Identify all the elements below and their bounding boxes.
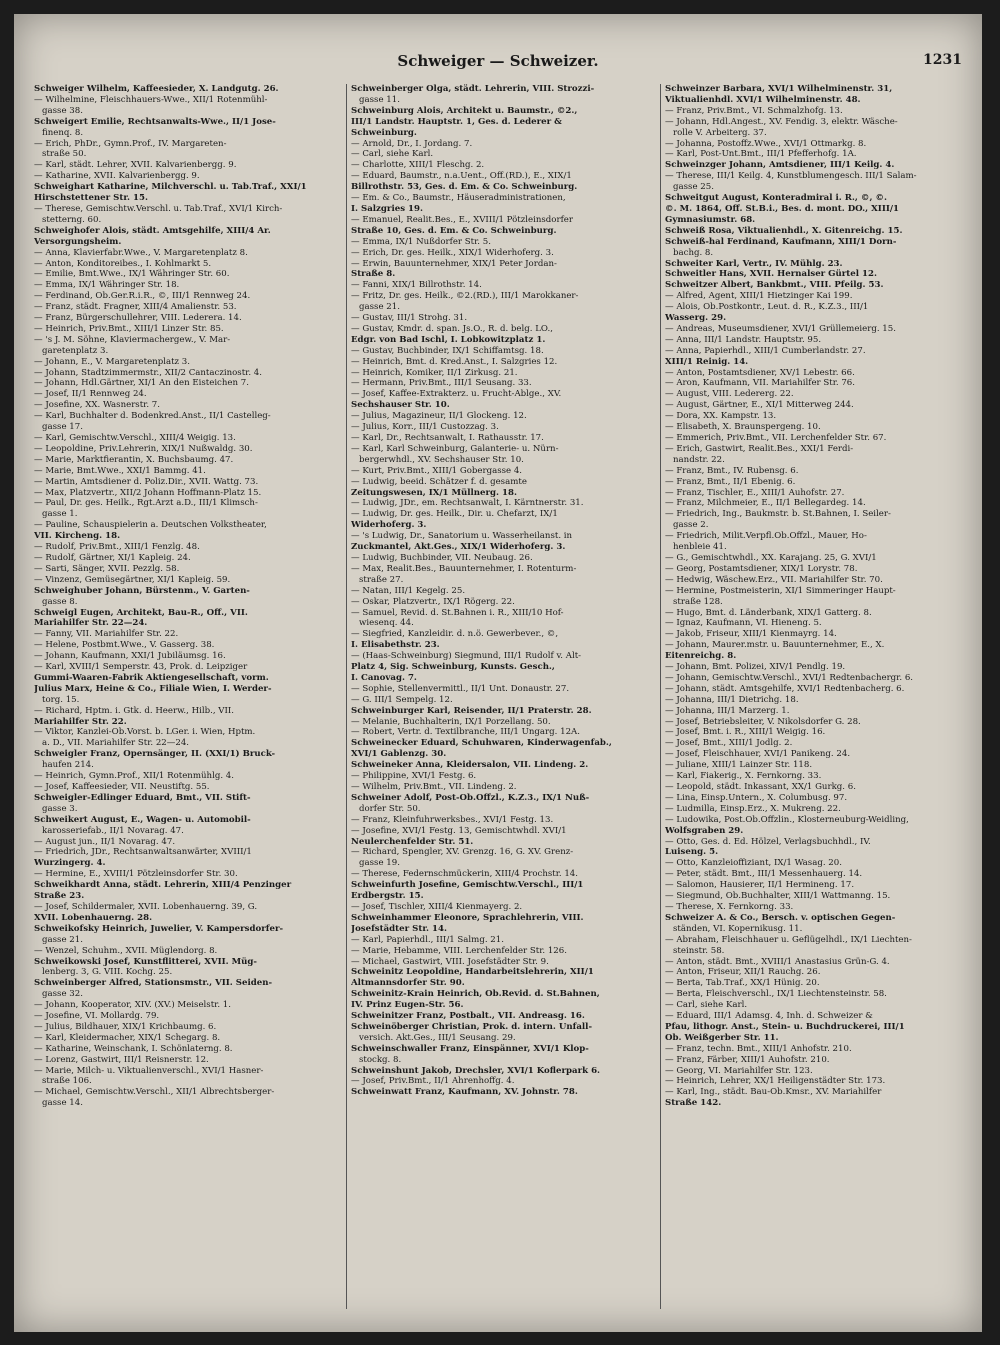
directory-line: — Marie, Marktfierantin, X. Buchsbaumg. 47.	[34, 454, 234, 465]
directory-line: — Jakob, Friseur, XIII/1 Kienmayrg. 14.	[665, 629, 837, 640]
directory-line: Schweitgut August, Konteradmiral i. R., ©, ©.	[665, 193, 888, 204]
directory-line: — Salomon, Hausierer, II/1 Hermineng. 17.	[665, 880, 855, 891]
directory-line: — Johann, Stadtzimmermstr., XII/2 Cantaczinostr. 4.	[34, 367, 262, 378]
directory-line: Widerhoferg. 3.	[351, 520, 427, 531]
directory-line: Straße 8.	[351, 269, 396, 280]
directory-line: gasse 38.	[42, 105, 83, 116]
directory-line: — Georg, Postamtsdiener, XIX/1 Lorystr. 78.	[665, 563, 858, 574]
directory-line: — Peter, städt. Bmt., III/1 Messenhauerg. 14.	[665, 869, 863, 880]
directory-line: Schweinöberger Christian, Prok. d. intern. Unfall-	[351, 1021, 593, 1032]
directory-line: — Josef, Schildermaler, XVII. Lobenhauerng. 39, G.	[34, 901, 258, 912]
directory-line: — August, VIII. Ledererg. 22.	[665, 389, 794, 400]
directory-line: — Franz, Milchmeier, E., II/1 Bellegardeg. 14.	[665, 498, 866, 509]
directory-line: — Josef, Kaffee-Extrakterz. u. Frucht-Ablge., XV.	[351, 389, 562, 400]
directory-line: straße 50.	[42, 149, 87, 160]
page-header	[14, 52, 982, 78]
directory-line: — Eduard, III/1 Adamsg. 4, Inh. d. Schweizer &	[665, 1011, 873, 1022]
directory-line: Schweinecker Eduard, Schuhwaren, Kinderwagenfab.,	[351, 738, 612, 749]
directory-columns	[34, 84, 964, 1309]
directory-line: — Erich, Dr. ges. Heilk., XIX/1 Widerhoferg. 3.	[351, 247, 554, 258]
directory-line: — Ludwig, beeid. Schätzer f. d. gesamte	[351, 476, 527, 487]
directory-line: — Hermine, Postmeisterin, XI/1 Simmeringer Haupt-	[665, 585, 896, 596]
page-number: 1231	[923, 52, 962, 68]
directory-line: — Erich, PhDr., Gymn.Prof., IV. Margareten-	[34, 138, 227, 149]
directory-line: gasse 2.	[673, 520, 709, 531]
directory-line: Erdbergstr. 15.	[351, 891, 424, 902]
directory-line: Schweitler Hans, XVII. Hernalser Gürtel 12.	[665, 269, 877, 280]
directory-line: Schweighart Katharine, Milchverschl. u. Tab.Traf., XXI/1	[34, 182, 307, 193]
directory-line: Pfau, lithogr. Anst., Stein- u. Buchdruckerei, III/1	[665, 1021, 905, 1032]
directory-line: — Andreas, Museumsdiener, XVI/1 Grüllemeierg. 15.	[665, 323, 896, 334]
directory-line: — Natan, III/1 Kegelg. 25.	[351, 585, 466, 596]
directory-line: Schweigler Franz, Opernsänger, II. (XXI/1) Bruck-	[34, 749, 276, 760]
directory-line: Schweikowski Josef, Kunstflitterei, XVII. Müg-	[34, 956, 257, 967]
directory-line: garetenplatz 3.	[42, 345, 109, 356]
directory-line: — Ludwig, JDr., em. Rechtsanwalt, I. Kärntnerstr. 31.	[351, 498, 584, 509]
directory-line: — Gustav, III/1 Strohg. 31.	[351, 313, 468, 324]
directory-line: versich. Akt.Ges., III/1 Seusang. 29.	[359, 1032, 516, 1043]
directory-line: — Johanna, III/1 Dietrichg. 18.	[665, 694, 799, 705]
directory-line: — Josef, Bmt. i. R., XIII/1 Weigig. 16.	[665, 727, 826, 738]
directory-line: Schweikert August, E., Wagen- u. Automobil-	[34, 814, 251, 825]
directory-line: Ob. Weißgerber Str. 11.	[665, 1032, 779, 1043]
directory-line: — Leopold, städt. Inkassant, XX/1 Gurkg. 6.	[665, 782, 856, 792]
directory-line: — Josef, Bmt., XIII/1 Jodlg. 2.	[665, 738, 793, 749]
directory-line: — Erwin, Bauunternehmer, XIX/1 Peter Jordan-	[351, 258, 557, 269]
directory-line: — Karl, Fiakerig., X. Fernkorng. 33.	[665, 771, 822, 782]
directory-line: — Johann, E., V. Margaretenplatz 3.	[34, 356, 190, 367]
directory-line: — Otto, Ges. d. Ed. Hölzel, Verlagsbuchhdl., IV.	[665, 836, 871, 847]
directory-line: — Friedrich, Milit.Verpfl.Ob.Offzl., Mauer, Ho-	[665, 531, 867, 542]
directory-line: — Heinrich, Gymn.Prof., XII/1 Rotenmühlg. 4.	[34, 771, 234, 782]
directory-line: — Anna, Papierhdl., XIII/1 Cumberlandstr. 27.	[665, 345, 866, 356]
directory-line: Straße 10, Ges. d. Em. & Co. Schweinburg.	[351, 225, 557, 236]
directory-line: — Anna, Klavierfabr.Wwe., V. Margaretenplatz 8.	[34, 247, 248, 258]
directory-line: gasse 21.	[42, 934, 83, 945]
directory-line: Schweinshunt Jakob, Drechsler, XVI/1 Koflerpark 6.	[351, 1065, 601, 1076]
directory-line: Schweiter Karl, Vertr., IV. Mühlg. 23.	[665, 258, 843, 269]
directory-line: Mariahilfer Str. 22—24.	[34, 618, 148, 629]
running-head: Schweiger — Schweizer.	[397, 52, 599, 70]
directory-line: Luiseng. 5.	[665, 847, 719, 858]
column-1	[34, 84, 332, 1309]
directory-line: — Katharine, XVII. Kalvarienbergg. 9.	[34, 171, 200, 182]
directory-line: IV. Prinz Eugen-Str. 56.	[351, 1000, 464, 1011]
directory-line: — Franz, Bmt., IV. Rubensg. 6.	[665, 465, 799, 476]
directory-line: Schweinschwaller Franz, Einspänner, XVI/1 Klop-	[351, 1043, 589, 1054]
directory-line: — Franz, Färber, XIII/1 Auhofstr. 210.	[665, 1054, 830, 1065]
directory-line: — G. III/1 Sempelg. 12.	[351, 694, 453, 705]
directory-line: — Johanna, III/1 Marzerg. 1.	[665, 705, 790, 716]
directory-line: — Aron, Kaufmann, VII. Mariahilfer Str. 76.	[665, 378, 856, 389]
directory-line: — Hugo, Bmt. d. Länderbank, XIX/1 Gatterg. 8.	[665, 607, 872, 618]
directory-line: — Alfred, Agent, XIII/1 Hietzinger Kai 199.	[665, 291, 853, 302]
directory-line: — Melanie, Buchhalterin, IX/1 Porzellang. 50.	[351, 716, 551, 727]
directory-line: — Josef, Fleischhauer, XVI/1 Panikeng. 24.	[665, 749, 851, 760]
directory-line: Schweizer A. & Co., Bersch. v. optischen Gegen-	[665, 912, 896, 923]
directory-line: Schweinburg.	[351, 127, 417, 138]
directory-line: — Sarti, Sänger, XVII. Pezzlg. 58.	[34, 563, 180, 574]
directory-line: — Ludwig, Dr. ges. Heilk., Dir. u. Chefarzt, IX/1	[351, 509, 558, 520]
directory-line: — Emilie, Bmt.Wwe., IX/1 Währinger Str. 60.	[34, 269, 230, 280]
directory-line: — (Haas-Schweinburg) Siegmund, III/1 Rudolf v. Alt-	[351, 651, 582, 662]
directory-line: Schweinberger Olga, städt. Lehrerin, VIII. Strozzi-	[351, 84, 595, 94]
directory-line: — Karl, Post-Unt.Bmt., III/1 Pfefferhofg. 1A.	[665, 149, 857, 160]
directory-line: — Josefine, VI. Mollardg. 79.	[34, 1011, 160, 1022]
directory-line: — Berta, Fleischverschl., IX/1 Liechtensteinstr. 58.	[665, 989, 887, 1000]
directory-page	[14, 14, 982, 1332]
directory-line: — Julius, Bildhauer, XIX/1 Krichbaumg. 6.	[34, 1021, 217, 1032]
directory-line: — Hermine, E., XVIII/1 Pötzleinsdorfer Str. 30.	[34, 869, 238, 880]
directory-line: — Karl, Kleidermacher, XIX/1 Schegarg. 8.	[34, 1032, 221, 1043]
directory-line: Viktualienhdl. XVI/1 Wilhelminenstr. 48.	[665, 94, 861, 105]
directory-line: XVII. Lobenhauerng. 28.	[34, 912, 153, 923]
directory-line: henbleie 41.	[673, 542, 727, 553]
directory-line: Schweinzger Johann, Amtsdiener, III/1 Keilg. 4.	[665, 160, 895, 171]
directory-line: — Franz, Tischler, E., XIII/1 Auhofstr. 27.	[665, 487, 845, 498]
directory-line: — Emma, IX/1 Währinger Str. 18.	[34, 280, 180, 291]
directory-line: — Karl, Papierhdl., III/1 Salmg. 21.	[351, 934, 504, 945]
directory-line: — Emmerich, Priv.Bmt., VII. Lerchenfelder Str. 67.	[665, 433, 887, 443]
directory-line: — Alois, Ob.Postkontr., Leut. d. R., K.Z.3., III/1	[665, 302, 869, 313]
directory-line: Altmannsdorfer Str. 90.	[351, 978, 465, 989]
directory-line: — Hedwig, Wäschew.Erz., VII. Mariahilfer Str. 70.	[665, 574, 883, 585]
directory-line: — Kurt, Priv.Bmt., XIII/1 Gobergasse 4.	[351, 465, 523, 476]
directory-line: stetterng. 60.	[42, 214, 102, 225]
directory-line: — Carl, siehe Karl.	[665, 1000, 748, 1011]
directory-line: Neulerchenfelder Str. 51.	[351, 836, 474, 847]
directory-line: gasse 11.	[359, 94, 400, 105]
directory-line: Sechshauser Str. 10.	[351, 400, 450, 411]
directory-line: bergerwhdl., XV. Sechshauser Str. 10.	[359, 454, 524, 465]
directory-line: — Lorenz, Gastwirt, III/1 Reisnerstr. 12.	[34, 1054, 209, 1065]
directory-line: gasse 19.	[359, 858, 400, 869]
directory-line: — Ludmilla, Einsp.Erz., X. Mukreng. 22.	[665, 803, 841, 814]
directory-line: — Franz, Bürgerschullehrer, VIII. Lederera. 14.	[34, 313, 242, 324]
directory-line: haufen 214.	[42, 760, 94, 771]
directory-line: — Eduard, Baumstr., n.a.Uent., Off.(RD.), E., XIX/1	[351, 171, 572, 182]
directory-line: Wasserg. 29.	[665, 313, 727, 324]
directory-line: — Leopoldine, Priv.Lehrerin, XIX/1 Nußwaldg. 30.	[34, 443, 253, 454]
directory-line: — Otto, Kanzleioffiziant, IX/1 Wasag. 20.	[665, 858, 842, 869]
directory-line: lenberg. 3, G. VIII. Kochg. 25.	[42, 967, 173, 978]
directory-line: — Richard, Spengler, XV. Grenzg. 16, G. XV. Grenz-	[351, 847, 574, 858]
directory-line: — Vinzenz, Gemüsegärtner, XI/1 Kapleig. 59.	[34, 574, 231, 585]
directory-line: — Dora, XX. Kampstr. 13.	[665, 411, 777, 422]
directory-line: — Richard, Hptm. i. Gtk. d. Heerw., Hilb., VII.	[34, 705, 235, 716]
directory-line: — Charlotte, XIII/1 Fleschg. 2.	[351, 160, 485, 171]
directory-line: — Franz, Bmt., II/1 Ebenig. 6.	[665, 476, 796, 487]
directory-line: — Johann, Kaufmann, XXI/1 Jubiläumsg. 16.	[34, 651, 226, 662]
directory-line: — Max, Platzvertr., XII/2 Johann Hoffmann-Platz 15.	[34, 487, 262, 498]
directory-line: Schweiner Adolf, Post-Ob.Offzl., K.Z.3., IX/1 Nuß-	[351, 792, 590, 803]
directory-line: straße 128.	[673, 596, 723, 607]
directory-line: — Wenzel, Schuhm., XVII. Müglendorg. 8.	[34, 945, 218, 956]
directory-line: Schweighuber Johann, Bürstenm., V. Garten-	[34, 585, 250, 596]
directory-line: — Elisabeth, X. Braunspergeng. 10.	[665, 422, 821, 433]
directory-line: Schweiß Rosa, Viktualienhdl., X. Gitenreichg. 15.	[665, 225, 903, 236]
directory-line: — Anton, Konditoreibes., I. Kohlmarkt 5.	[34, 258, 212, 269]
directory-line: Schweikhardt Anna, städt. Lehrerin, XIII/4 Penzinger	[34, 880, 292, 891]
directory-line: — Ludowika, Post.Ob.Offzlin., Klosterneuburg-Weidling,	[665, 814, 909, 825]
directory-line: — Carl, siehe Karl.	[351, 149, 434, 160]
directory-line: — Karl, Dr., Rechtsanwalt, I. Rathausstr. 17.	[351, 433, 544, 443]
directory-line: — Hermann, Priv.Bmt., III/1 Seusang. 33.	[351, 378, 532, 389]
directory-line: gasse 1.	[42, 509, 78, 520]
directory-line: — Berta, Tab.Traf., XX/1 Hünig. 20.	[665, 978, 820, 989]
directory-line: Schweigler-Edlinger Eduard, Bmt., VII. Stift-	[34, 792, 251, 803]
directory-line: — Max, Realit.Bes., Bauunternehmer, I. Rotenturm-	[351, 563, 577, 574]
directory-line: — Ignaz, Kaufmann, VI. Hieneng. 5.	[665, 618, 822, 629]
directory-line: Schweiger Wilhelm, Kaffeesieder, X. Landgutg. 26.	[34, 84, 279, 94]
directory-line: — Georg, VI. Mariahilfer Str. 123.	[665, 1065, 813, 1076]
directory-line: — Robert, Vertr. d. Textilbranche, III/1 Ungarg. 12A.	[351, 727, 580, 738]
directory-line: — Karl, Buchhalter d. Bodenkred.Anst., II/1 Castelleg-	[34, 411, 271, 422]
directory-line: III/1 Landstr. Hauptstr. 1, Ges. d. Lederer &	[351, 116, 562, 127]
directory-line: Schweigl Eugen, Architekt, Bau-R., Off., VII.	[34, 607, 248, 618]
directory-line: — Michael, Gastwirt, VIII. Josefstädter Str. 9.	[351, 956, 549, 967]
directory-line: — Anton, Postamtsdiener, XV/1 Lebestr. 66.	[665, 367, 855, 378]
directory-line: Julius Marx, Heine & Co., Filiale Wien, I. Werder-	[34, 683, 272, 694]
directory-line: Hirschstettener Str. 15.	[34, 193, 148, 204]
directory-line: steinstr. 58.	[673, 945, 725, 956]
directory-line: I. Elisabethstr. 23.	[351, 640, 440, 651]
directory-line: — Erich, Gastwirt, Realit.Bes., XXI/1 Ferdi-	[665, 443, 854, 454]
directory-line: Schweiß-hal Ferdinand, Kaufmann, XIII/1 Dorn-	[665, 236, 897, 247]
directory-line: — Josef, II/1 Rennweg 24.	[34, 389, 147, 400]
directory-line: Schweinburg Alois, Architekt u. Baumstr., ©2.,	[351, 105, 578, 116]
directory-line: gasse 8.	[42, 596, 78, 607]
directory-line: — Karl, Karl Schweinburg, Galanterie- u. Nürn-	[351, 443, 559, 454]
directory-line: Platz 4, Sig. Schweinburg, Kunsts. Gesch.,	[351, 662, 555, 673]
directory-line: — Wilhelm, Priv.Bmt., VII. Lindeng. 2.	[351, 782, 517, 792]
directory-line: bachg. 8.	[673, 247, 714, 258]
directory-line: — Anton, städt. Bmt., XVIII/1 Anastasius Grün-G. 4.	[665, 956, 890, 967]
directory-line: Eitenreichg. 8.	[665, 651, 737, 662]
directory-line: — Emanuel, Realit.Bes., E., XVIII/1 Pötzleinsdorfer	[351, 214, 573, 225]
directory-line: Zeitungswesen, IX/1 Müllnerg. 18.	[351, 487, 517, 498]
directory-line: — Josef, Tischler, XIII/4 Kienmayerg. 2.	[351, 901, 523, 912]
directory-line: rolle V. Arbeiterg. 37.	[673, 127, 767, 138]
directory-line: — Sophie, Stellenvermittl., II/1 Unt. Donaustr. 27.	[351, 683, 570, 694]
directory-line: — Johann, städt. Amtsgehilfe, XVI/1 Redtenbacherg. 6.	[665, 683, 905, 694]
directory-line: — August, Gärtner, E., XI/1 Mitterweg 244.	[665, 400, 854, 411]
directory-line: Schweineker Anna, Kleidersalon, VII. Lindeng. 2.	[351, 760, 589, 771]
directory-line: torg. 15.	[42, 694, 80, 705]
directory-line: — Karl, Ing., städt. Bau-Ob.Kmsr., XV. Mariahilfer	[665, 1087, 882, 1098]
directory-line: — Marie, Hebamme, VIII. Lerchenfelder Str. 126.	[351, 945, 567, 956]
directory-line: XIII/1 Reinig. 14.	[665, 356, 749, 367]
directory-line: gasse 17.	[42, 422, 83, 433]
directory-line: — Siegmund, Ob.Buchhalter, XIII/1 Wattmanng. 15.	[665, 891, 891, 902]
directory-line: — Anton, Friseur, XII/1 Rauchg. 26.	[665, 967, 821, 978]
directory-line: — Philippine, XVI/1 Festg. 6.	[351, 771, 477, 782]
directory-line: — Wilhelmine, Fleischhauers-Wwe., XII/1 Rotenmühl-	[34, 94, 268, 105]
directory-line: Schweigert Emilie, Rechtsanwalts-Wwe., II/1 Jose-	[34, 116, 276, 127]
directory-line: Schweinberger Alfred, Stationsmstr., VII. Seiden-	[34, 978, 273, 989]
directory-line: — Therese, III/1 Keilg. 4, Kunstblumengesch. III/1 Salam-	[665, 171, 917, 182]
directory-line: — Josefine, XX. Wasnerstr. 7.	[34, 400, 160, 411]
directory-line: Schweinzer Barbara, XVI/1 Wilhelminenstr. 31,	[665, 84, 893, 94]
directory-line: — Abraham, Fleischhauer u. Geflügelhdl., IX/1 Liechten-	[665, 934, 912, 945]
directory-line: — Heinrich, Lehrer, XX/1 Heiligenstädter Str. 173.	[665, 1076, 886, 1087]
directory-line: Schweinitz-Krain Heinrich, Ob.Revid. d. St.Bahnen,	[351, 989, 600, 1000]
directory-line: — Josef, Priv.Bmt., II/1 Ahrenhoffg. 4.	[351, 1076, 515, 1087]
directory-line: nandstr. 22.	[673, 454, 725, 465]
directory-line: Schweinitzer Franz, Postbalt., VII. Andreasg. 16.	[351, 1011, 585, 1022]
directory-line: — Karl, Gemischtw.Verschl., XIII/4 Weigig. 13.	[34, 433, 236, 443]
directory-line: — Samuel, Revid. d. St.Bahnen i. R., XIII/10 Hof-	[351, 607, 564, 618]
directory-line: — Martin, Amtsdiener d. Poliz.Dir., XVII. Wattg. 73.	[34, 476, 259, 487]
directory-line: — Karl, städt. Lehrer, XVII. Kalvarienbergg. 9.	[34, 160, 237, 171]
directory-line: — Josefine, XVI/1 Festg. 13, Gemischtwhdl. XVI/1	[351, 825, 567, 836]
directory-line: — Michael, Gemischtw.Verschl., XII/1 Albrechtsberger-	[34, 1087, 275, 1098]
directory-line: Gymnasiumstr. 68.	[665, 214, 756, 225]
directory-line: — Em. & Co., Baumstr., Häuseradministrationen,	[351, 193, 566, 204]
directory-line: — Pauline, Schauspielerin a. Deutschen Volkstheater,	[34, 520, 267, 531]
directory-line: Schweinburger Karl, Reisender, II/1 Praterstr. 28.	[351, 705, 592, 716]
directory-line: — Lina, Einsp.Untern., X. Columbusg. 97.	[665, 792, 848, 803]
directory-line: Schweikofsky Heinrich, Juwelier, V. Kampersdorfer-	[34, 923, 284, 934]
directory-line: — Friedrich, JDr., Rechtsanwaltsanwärter, XVIII/1	[34, 847, 252, 858]
directory-line: — Friedrich, Ing., Baukmstr. b. St.Bahnen, I. Seiler-	[665, 509, 891, 520]
directory-line: — Paul, Dr. ges. Heilk., Rgt.Arzt a.D., III/1 Klimsch-	[34, 498, 258, 509]
directory-line: finenq. 8.	[42, 127, 84, 138]
directory-line: — Therese, Gemischtw.Verschl. u. Tab.Traf., XVI/1 Kirch-	[34, 203, 283, 214]
directory-line: VII. Kircheng. 18.	[34, 531, 121, 542]
directory-line: Straße 142.	[665, 1098, 722, 1109]
directory-line: — August jun., II/1 Novarag. 47.	[34, 836, 176, 847]
directory-line: Wurzingerg. 4.	[34, 858, 106, 869]
directory-line: stockg. 8.	[359, 1054, 402, 1065]
directory-line: — Katharine, Weinschank, I. Schönlaterng. 8.	[34, 1043, 233, 1054]
column-2	[346, 84, 649, 1309]
directory-line: — Fritz, Dr. ges. Heilk., ©2.(RD.), III/1 Marokkaner-	[351, 291, 579, 302]
directory-line: Schweighofer Alois, städt. Amtsgehilfe, XIII/4 Ar.	[34, 225, 271, 236]
directory-line: — Oskar, Platzvertr., IX/1 Rögerg. 22.	[351, 596, 515, 607]
directory-line: — Therese, X. Fernkorng. 33.	[665, 901, 794, 912]
directory-line: — Marie, Bmt.Wwe., XXI/1 Bammg. 41.	[34, 465, 206, 476]
directory-line: — 's J. M. Söhne, Klaviermachergew., V. Mar-	[34, 334, 231, 345]
directory-line: Edgr. von Bad Ischl, I. Lobkowitzplatz 1.	[351, 334, 546, 345]
directory-line: — Julius, Korr., III/1 Custozzag. 3.	[351, 422, 499, 433]
directory-line: — Franz, Kleinfuhrwerksbes., XVI/1 Festg. 13.	[351, 814, 554, 825]
directory-line: Zuckmantel, Akt.Ges., XIX/1 Widerhoferg. 3.	[351, 542, 566, 553]
directory-line: — Fanni, XIX/1 Billrothstr. 14.	[351, 280, 482, 291]
directory-line: ©. M. 1864, Off. St.B.i., Bes. d. mont. DO., XIII/1	[665, 203, 899, 214]
directory-line: gasse 25.	[673, 182, 714, 193]
directory-line: — Therese, Federnschmückerin, XIII/4 Prochstr. 14.	[351, 869, 579, 880]
directory-line: — Josef, Kaffeesieder, VII. Neustiftg. 55.	[34, 782, 210, 792]
directory-line: gasse 3.	[42, 803, 78, 814]
directory-line: Mariahilfer Str. 22.	[34, 716, 127, 727]
directory-line: — Viktor, Kanzlei-Ob.Vorst. b. LGer. i. Wien, Hptm.	[34, 727, 256, 738]
directory-line: — Heinrich, Bmt. d. Kred.Anst., I. Salzgries 12.	[351, 356, 558, 367]
directory-line: — Fanny, VII. Mariahilfer Str. 22.	[34, 629, 179, 640]
directory-line: ständen, VI. Kopernikusg. 11.	[673, 923, 803, 934]
directory-line: Schweitzer Albert, Bankbmt., VIII. Pfeilg. 53.	[665, 280, 884, 291]
directory-line: I. Canovag. 7.	[351, 672, 417, 683]
directory-line: — Johann, Gemischtw.Verschl., XVI/1 Redtenbachergr. 6.	[665, 672, 914, 683]
directory-line: — Heinrich, Priv.Bmt., XIII/1 Linzer Str. 85.	[34, 323, 224, 334]
directory-line: — Marie, Milch- u. Viktualienverschl., XVI/1 Hasner-	[34, 1065, 264, 1076]
directory-line: — Gustav, Buchbinder, IX/1 Schiffamtsg. 18.	[351, 345, 544, 356]
directory-line: gasse 32.	[42, 989, 83, 1000]
directory-line: — Emma, IX/1 Nußdorfer Str. 5.	[351, 236, 491, 247]
directory-line: Straße 23.	[34, 891, 85, 902]
directory-line: — Juliane, XIII/1 Lainzer Str. 118.	[665, 760, 813, 771]
directory-line: — Julius, Magazineur, II/1 Glockeng. 12.	[351, 411, 527, 422]
directory-line: gasse 21.	[359, 302, 400, 313]
directory-line: wiesenq. 44.	[359, 618, 414, 629]
directory-line: — Rudolf, Priv.Bmt., XIII/1 Fenzlg. 48.	[34, 542, 200, 553]
directory-line: Gummi-Waaren-Fabrik Aktiengesellschaft, vorm.	[34, 672, 269, 683]
directory-line: — Johann, Hdl.Angest., XV. Fendig. 3, elektr. Wäsche-	[665, 116, 898, 127]
directory-line: — Arnold, Dr., I. Jordang. 7.	[351, 138, 473, 149]
directory-line: — Heinrich, Komiker, II/1 Zirkusg. 21.	[351, 367, 518, 378]
directory-line: — Rudolf, Gärtner, XI/1 Kapleig. 24.	[34, 552, 191, 563]
directory-line: — Franz, städt. Fragner, XIII/4 Amalienstr. 53.	[34, 302, 237, 313]
directory-line: — Helene, Postbmt.Wwe., V. Gasserg. 38.	[34, 640, 215, 651]
directory-line: — Karl, XVIII/1 Semperstr. 43, Prok. d. Leipziger	[34, 662, 248, 673]
directory-line: Schweinhammer Eleonore, Sprachlehrerin, VIII.	[351, 912, 584, 923]
directory-line: gasse 14.	[42, 1098, 83, 1109]
directory-line: — Ferdinand, Ob.Ger.R.i.R., ©, III/1 Rennweg 24.	[34, 291, 251, 302]
directory-line: straße 106.	[42, 1076, 92, 1087]
directory-line: karosseriefab., II/1 Novarag. 47.	[42, 825, 184, 836]
directory-line: Schweinfurth Josefine, Gemischtw.Verschl., III/1	[351, 880, 584, 891]
directory-line: a. D., VII. Mariahilfer Str. 22—24.	[42, 738, 190, 749]
directory-line: — Siegfried, Kanzleidir. d. n.ö. Gewerbever., ©,	[351, 629, 559, 640]
directory-line: Wolfsgraben 29.	[665, 825, 744, 836]
directory-line: — Johann, Hdl.Gärtner, XI/1 An den Eisteichen 7.	[34, 378, 249, 389]
directory-line: — Johanna, Postoffz.Wwe., XVI/1 Ottmarkg. 8.	[665, 138, 867, 149]
directory-line: — Ludwig, Buchbinder, VII. Neubaug. 26.	[351, 552, 533, 563]
directory-line: Josefstädter Str. 14.	[351, 923, 447, 934]
directory-line: Versorgungsheim.	[34, 236, 122, 247]
directory-line: — Johann, Maurer.mstr. u. Bauunternehmer, E., X.	[665, 640, 885, 651]
directory-line: — Johann, Kooperator, XIV. (XV.) Meiselstr. 1.	[34, 1000, 231, 1011]
directory-line: Schweinitz Leopoldine, Handarbeitslehrerin, XII/1	[351, 967, 594, 978]
directory-line: dorfer Str. 50.	[359, 803, 421, 814]
directory-line: — Franz, techn. Bmt., XIII/1 Anhofstr. 210.	[665, 1043, 852, 1054]
directory-line: XVI/1 Gablenzg. 30.	[351, 749, 447, 760]
directory-line: — Gustav, Kmdr. d. span. Js.O., R. d. belg. LO.,	[351, 323, 553, 334]
directory-line: I. Salzgries 19.	[351, 203, 423, 214]
directory-line: — G., Gemischtwhdl., XX. Karajang. 25, G. XVI/1	[665, 552, 877, 563]
directory-line: — Franz, Priv.Bmt., VI. Schmalzhofg. 13.	[665, 105, 843, 116]
directory-line: Schweinwatt Franz, Kaufmann, XV. Johnstr. 78.	[351, 1087, 578, 1098]
directory-line: — Josef, Betriebsleiter, V. Nikolsdorfer G. 28.	[665, 716, 861, 727]
directory-line: straße 27.	[359, 574, 404, 585]
directory-line: — Anna, III/1 Landstr. Hauptstr. 95.	[665, 334, 822, 345]
directory-line: — 's Ludwig, Dr., Sanatorium u. Wasserheilanst. in	[351, 531, 573, 542]
column-3	[660, 84, 963, 1309]
directory-line: — Johann, Bmt. Polizei, XIV/1 Pendlg. 19.	[665, 662, 846, 673]
directory-line: Billrothstr. 53, Ges. d. Em. & Co. Schweinburg.	[351, 182, 578, 193]
